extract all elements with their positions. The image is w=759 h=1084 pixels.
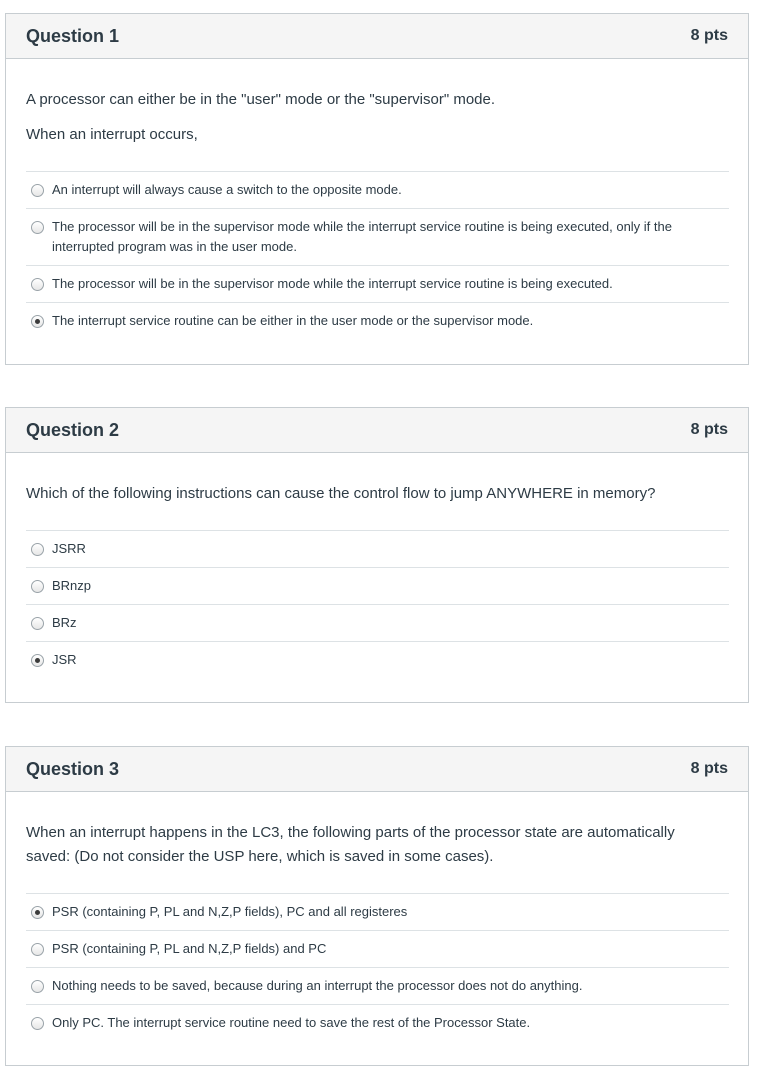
- answer-option[interactable]: [26, 209, 729, 266]
- answer-label: BRz: [52, 615, 77, 630]
- question-text-line: When an interrupt occurs,: [26, 126, 198, 143]
- question-points: 8 pts: [690, 760, 728, 777]
- answer-option[interactable]: [26, 1005, 729, 1041]
- question-2: [5, 407, 749, 703]
- answer-label: PSR (containing P, PL and N,Z,P fields), PC and all registeres: [52, 904, 408, 919]
- answer-label: The processor will be in the supervisor mode while the interrupt service routine is being executed, only if the interrupted program was in the user mode.: [52, 219, 672, 254]
- answer-option[interactable]: [26, 568, 729, 605]
- answer-label: PSR (containing P, PL and N,Z,P fields) and PC: [52, 941, 327, 956]
- question-text-line: When an interrupt happens in the LC3, the following parts of the processor state are automatically saved: (Do not consider the USP here, which is saved in some cases).: [26, 824, 675, 865]
- answer-list: [26, 893, 729, 1041]
- answer-option[interactable]: [26, 303, 729, 339]
- question-text: [26, 792, 729, 893]
- question-body: [6, 59, 748, 339]
- question-title: Question 1: [26, 25, 120, 46]
- question-points: 8 pts: [690, 421, 728, 438]
- answer-label: An interrupt will always cause a switch to the opposite mode.: [52, 182, 402, 197]
- question-3: [5, 746, 749, 1066]
- radio-button[interactable]: [31, 943, 44, 956]
- radio-button-selected[interactable]: [31, 906, 44, 919]
- radio-button[interactable]: [31, 543, 44, 556]
- answer-option[interactable]: [26, 266, 729, 303]
- radio-button[interactable]: [31, 580, 44, 593]
- question-body: [6, 792, 748, 1041]
- radio-button[interactable]: [31, 278, 44, 291]
- question-title: Question 2: [26, 419, 120, 440]
- answer-option[interactable]: [26, 531, 729, 568]
- radio-button[interactable]: [31, 617, 44, 630]
- question-text-line: A processor can either be in the "user" mode or the "supervisor" mode.: [26, 91, 496, 108]
- radio-button-selected[interactable]: [31, 654, 44, 667]
- answer-label: Only PC. The interrupt service routine need to save the rest of the Processor State.: [52, 1015, 531, 1030]
- question-header: [6, 747, 748, 792]
- answer-option[interactable]: [26, 894, 729, 931]
- radio-button[interactable]: [31, 980, 44, 993]
- radio-button[interactable]: [31, 184, 44, 197]
- answer-option[interactable]: [26, 642, 729, 678]
- question-body: [6, 453, 748, 678]
- answer-option[interactable]: [26, 968, 729, 1005]
- answer-label: Nothing needs to be saved, because during an interrupt the processor does not do anything.: [52, 978, 583, 993]
- answer-option[interactable]: [26, 172, 729, 209]
- question-text: [26, 59, 729, 171]
- question-header: [6, 14, 748, 59]
- answer-label: JSR: [52, 652, 77, 667]
- answer-label: The interrupt service routine can be either in the user mode or the supervisor mode.: [52, 313, 534, 328]
- answer-option[interactable]: [26, 605, 729, 642]
- question-points: 8 pts: [690, 27, 728, 44]
- answer-label: JSRR: [52, 541, 86, 556]
- answer-label: BRnzp: [52, 578, 92, 593]
- radio-button-selected[interactable]: [31, 315, 44, 328]
- answer-label: The processor will be in the supervisor mode while the interrupt service routine is being executed.: [52, 276, 613, 291]
- radio-button[interactable]: [31, 1017, 44, 1030]
- question-title: Question 3: [26, 758, 120, 779]
- question-text: [26, 453, 729, 530]
- question-1: [5, 13, 749, 365]
- radio-button[interactable]: [31, 221, 44, 234]
- question-text-line: Which of the following instructions can cause the control flow to jump ANYWHERE in memory?: [26, 485, 656, 502]
- answer-list: [26, 171, 729, 339]
- answer-option[interactable]: [26, 931, 729, 968]
- answer-list: [26, 530, 729, 678]
- question-header: [6, 408, 748, 453]
